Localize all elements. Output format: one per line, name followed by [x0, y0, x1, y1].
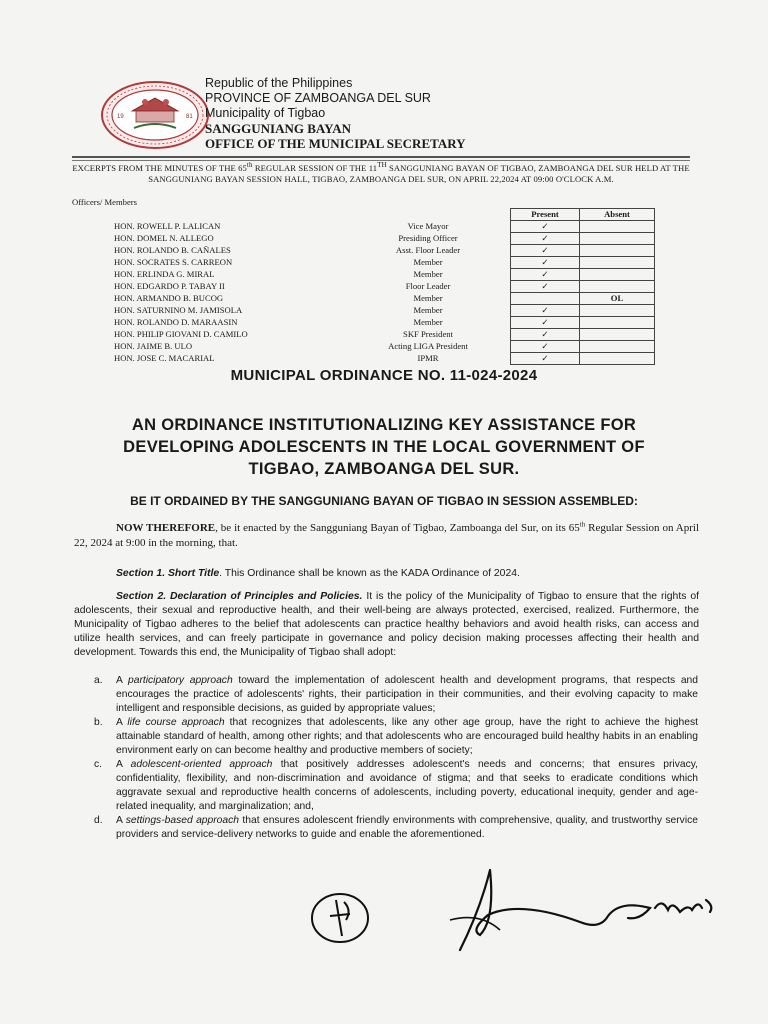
member-name: HON. DOMEL N. ALLEGO — [114, 233, 214, 243]
approach-list — [94, 674, 698, 842]
header-republic: Republic of the Philippines — [205, 76, 353, 90]
absent-mark — [580, 305, 655, 317]
absent-mark — [580, 221, 655, 233]
absent-mark — [580, 353, 655, 365]
member-position: Member — [413, 293, 443, 303]
absent-mark — [580, 317, 655, 329]
attendance-row — [114, 269, 655, 281]
officers-label: Officers/ Members — [72, 197, 137, 207]
absent-mark — [580, 257, 655, 269]
initials-signature — [300, 880, 380, 950]
list-item: c. A adolescent-oriented approach that positively addresses adolescent's needs and concerns; that ensures privacy, confidentiality, flexibility, and non-discrimination and avoidance of stigma; and that seeks to eradicate conditions which aggravate sexual and reproductive health concerns of adolescents, including poverty, educational inequity, gender and age-related inequality, and marginalization; and, — [94, 759, 698, 812]
member-position: Member — [413, 269, 443, 279]
present-mark: ✓ — [511, 341, 580, 353]
member-name: HON. ROWELL P. LALICAN — [114, 221, 221, 231]
member-position: Member — [413, 305, 443, 315]
svg-text:81: 81 — [186, 114, 193, 120]
attendance-row — [114, 293, 655, 305]
attendance-table — [114, 208, 664, 365]
absent-mark — [580, 341, 655, 353]
member-position: Asst. Floor Leader — [395, 245, 461, 255]
member-position: Vice Mayor — [407, 221, 449, 231]
member-position: Floor Leader — [405, 281, 451, 291]
present-mark: ✓ — [511, 281, 580, 293]
member-position: SKF President — [403, 329, 453, 339]
member-name: HON. JAIME B. ULO — [114, 341, 193, 351]
attendance-row — [114, 281, 655, 293]
ordained-clause: BE IT ORDAINED BY THE SANGGUNIANG BAYAN OF TIGBAO IN SESSION ASSEMBLED: — [130, 494, 638, 508]
minutes-excerpt: EXCERPTS FROM THE MINUTES OF THE 65th REGULAR SESSION OF THE 11TH SANGGUNIANG BAYAN OF TIGBAO, ZAMBOANGA DEL SUR HELD AT THE SANGGUNIANG BAYAN SESSION HALL, TIGBAO, ZAMBOANGA DEL SUR, ON APRIL 22,2024 AT 09:00 O'CLOCK A.M. — [72, 161, 690, 184]
present-mark — [511, 293, 580, 305]
attendance-row — [114, 245, 655, 257]
present-mark: ✓ — [511, 257, 580, 269]
header-office: OFFICE OF THE MUNICIPAL SECRETARY — [205, 136, 466, 151]
present-mark: ✓ — [511, 317, 580, 329]
member-name: HON. ROLANDO B. CAÑALES — [114, 245, 231, 255]
member-name: HON. SOCRATES S. CARREON — [114, 257, 233, 267]
member-position: Member — [413, 317, 443, 327]
present-mark: ✓ — [511, 245, 580, 257]
header-divider — [72, 156, 690, 158]
attendance-row — [114, 329, 655, 341]
ordinance-number: MUNICIPAL ORDINANCE NO. 11-024-2024 — [230, 367, 538, 384]
attendance-row — [114, 341, 655, 353]
member-name: HON. SATURNINO M. JAMISOLA — [114, 305, 243, 315]
section-1: Section 1. Short Title. This Ordinance shall be known as the KADA Ordinance of 2024. — [116, 568, 520, 579]
absent-mark — [580, 269, 655, 281]
list-item: d. A settings-based approach that ensures adolescent friendly environments with comprehensive, quality, and trustworthy service providers and service-delivery networks to guide and enable the aforementioned. — [94, 815, 698, 840]
absent-mark — [580, 233, 655, 245]
now-therefore-paragraph: NOW THEREFORE, be it enacted by the Sangguniang Bayan of Tigbao, Zamboanga del Sur, on its 65th Regular Session on April 22, 2024 at 9:00 in the morning, that. — [74, 520, 700, 549]
ordinance-title: AN ORDINANCE INSTITUTIONALIZING KEY ASSISTANCE FOR DEVELOPING ADOLESCENTS IN THE LOCAL GOVERNMENT OF TIGBAO, ZAMBOANGA DEL SUR. — [123, 416, 645, 478]
absent-mark — [580, 281, 655, 293]
municipal-seal-icon — [100, 80, 210, 150]
absent-mark — [580, 245, 655, 257]
attendance-row — [114, 317, 655, 329]
member-name: HON. PHILIP GIOVANI D. CAMILO — [114, 329, 248, 339]
list-item: b. A life course approach that recognizes that adolescents, like any other age group, have the right to achieve the highest attainable standard of health, among other rights; and that adolescents who are encouraged build healthy habits in an enabling environment early on can become healthy and productive members of society; — [94, 717, 698, 756]
attendance-row — [114, 305, 655, 317]
member-name: HON. ROLANDO D. MARAASIN — [114, 317, 238, 327]
attendance-row — [114, 233, 655, 245]
header-province: PROVINCE OF ZAMBOANGA DEL SUR — [205, 91, 431, 105]
member-name: HON. ERLINDA G. MIRAL — [114, 269, 215, 279]
absent-header: Absent — [580, 209, 655, 221]
attendance-row — [114, 353, 655, 365]
header-sanggunian: SANGGUNIANG BAYAN — [205, 121, 352, 136]
member-name: HON. ARMANDO B. BUCOG — [114, 293, 224, 303]
absent-mark: OL — [580, 293, 655, 305]
member-name: HON. EDGARDO P. TABAY II — [114, 281, 225, 291]
header-municipality: Municipality of Tigbao — [205, 106, 326, 120]
svg-text:19: 19 — [117, 114, 124, 120]
member-name: HON. JOSE C. MACARIAL — [114, 353, 215, 363]
member-position: IPMR — [417, 353, 439, 363]
section-2: Section 2. Declaration of Principles and Policies. It is the policy of the Municipality of Tigbao to ensure that the rights of adolescents, their sexual and reproductive health, and their well-being are always protected, exercised, realized. Furthermore, the Municipality of Tigbao adheres to the belief that adolescents can practice healthy behaviors and avoid health risks, can access and utilize health services, and can freely participate in governance and policy decision making processes affecting their health and development. Towards this end, the Municipality of Tigbao shall adopt: — [74, 591, 699, 658]
present-mark: ✓ — [511, 269, 580, 281]
present-mark: ✓ — [511, 305, 580, 317]
handwritten-signature — [440, 860, 730, 970]
member-position: Acting LIGA President — [388, 341, 468, 351]
present-mark: ✓ — [511, 353, 580, 365]
attendance-row — [114, 221, 655, 233]
list-item: a. A participatory approach toward the implementation of adolescent health and development programs, that respects and encourages the practice of adolescents' rights, their participation in their communities, and their evolving capacity to make intelligent and responsible decisions, as guided by appropriate values; — [94, 675, 698, 714]
member-position: Member — [413, 257, 443, 267]
present-header: Present — [511, 209, 580, 221]
absent-mark — [580, 329, 655, 341]
present-mark: ✓ — [511, 329, 580, 341]
attendance-row — [114, 257, 655, 269]
present-mark: ✓ — [511, 233, 580, 245]
present-mark: ✓ — [511, 221, 580, 233]
member-position: Presiding Officer — [398, 233, 458, 243]
